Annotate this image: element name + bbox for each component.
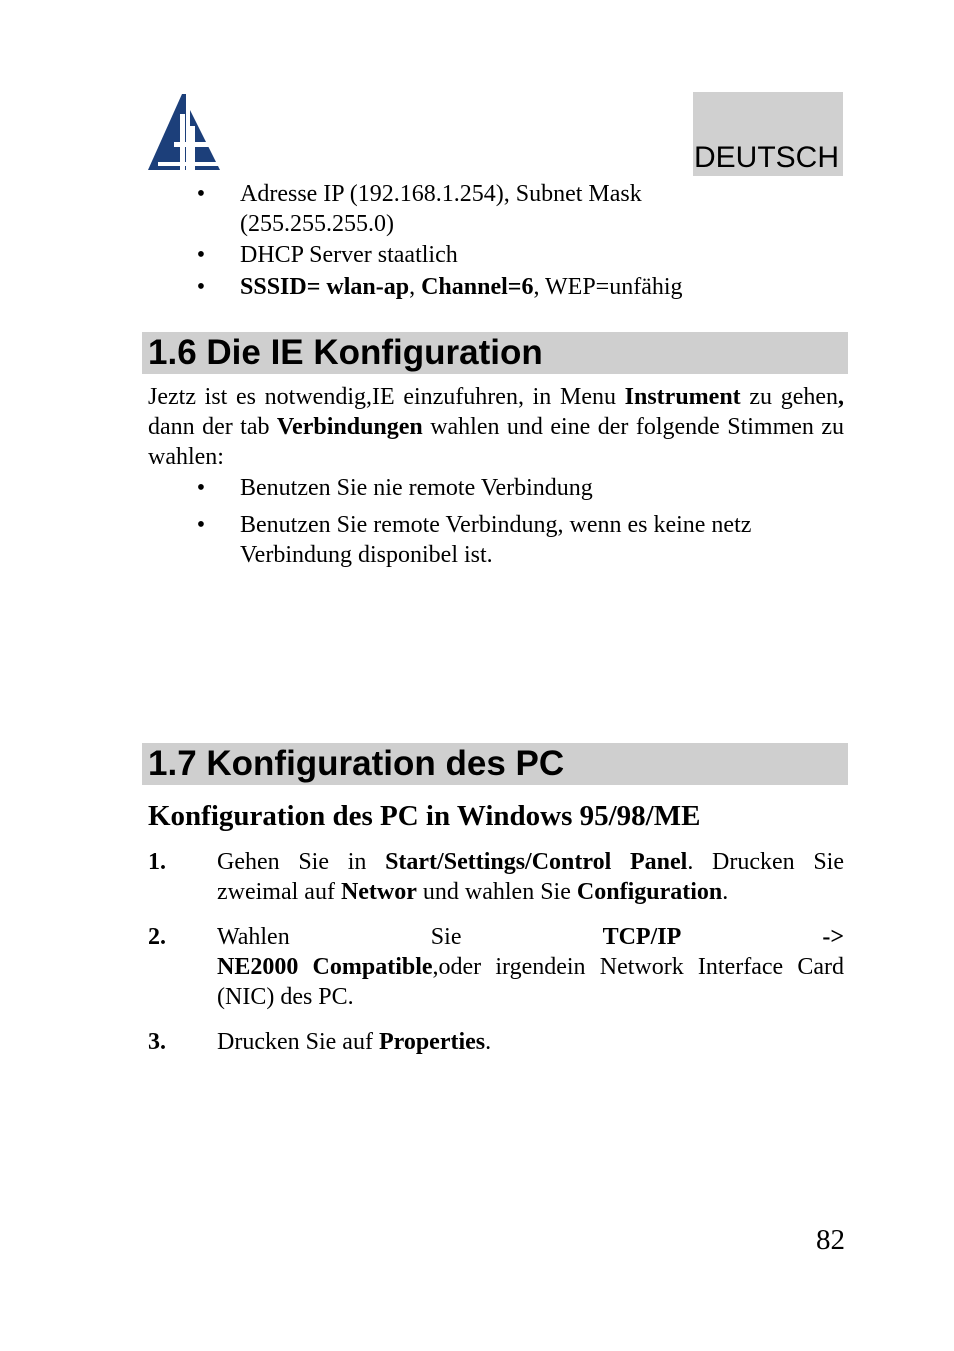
language-label: DEUTSCH — [694, 141, 840, 174]
subsection-title: Konfiguration des PC in Windows 95/98/ME — [148, 800, 701, 832]
bullet-icon: • — [196, 242, 206, 268]
list-item-text: Adresse IP (192.168.1.254), Subnet Mask (255.255.255.0) — [240, 181, 642, 237]
section-1-6-paragraph: Jeztz ist es notwendig,IE einzufuhren, in Menu Instrument zu gehen, dann der tab Verbindungen wahlen und eine der folgende Stimmen zu wahlen: — [148, 384, 844, 470]
bullet-icon: • — [196, 475, 206, 501]
bullet-icon: • — [196, 274, 206, 300]
step-2-text: Wahlen Sie TCP/IP -> NE2000 Compatible,oder irgendein Network Interface Card (NIC) des PC. — [217, 924, 844, 1010]
step-2-first-line: Wahlen Sie TCP/IP -> — [217, 924, 844, 950]
step-number: 2. — [148, 924, 166, 950]
list-item-text: SSSID= wlan-ap, Channel=6, WEP=unfähig — [240, 274, 683, 300]
page-number: 82 — [816, 1224, 845, 1256]
step-number: 1. — [148, 849, 166, 875]
list-item-text: Benutzen Sie nie remote Verbindung — [240, 475, 593, 501]
list-item-text: Benutzen Sie remote Verbindung, wenn es keine netz Verbindung disponibel ist. — [240, 512, 752, 568]
step-1-text: Gehen Sie in Start/Settings/Control Panel. Drucken Sie zweimal auf Networ und wahlen Sie Configuration. — [217, 849, 844, 905]
step-3-text: Drucken Sie auf Properties. — [217, 1029, 492, 1055]
atlantis-logo-icon — [146, 92, 222, 172]
list-item-text: DHCP Server staatlich — [240, 242, 458, 268]
section-title-1-6: 1.6 Die IE Konfiguration — [148, 333, 543, 372]
section-title-1-7: 1.7 Konfiguration des PC — [148, 744, 565, 783]
bullet-icon: • — [196, 512, 206, 538]
step-number: 3. — [148, 1029, 166, 1055]
bullet-icon: • — [196, 181, 206, 207]
